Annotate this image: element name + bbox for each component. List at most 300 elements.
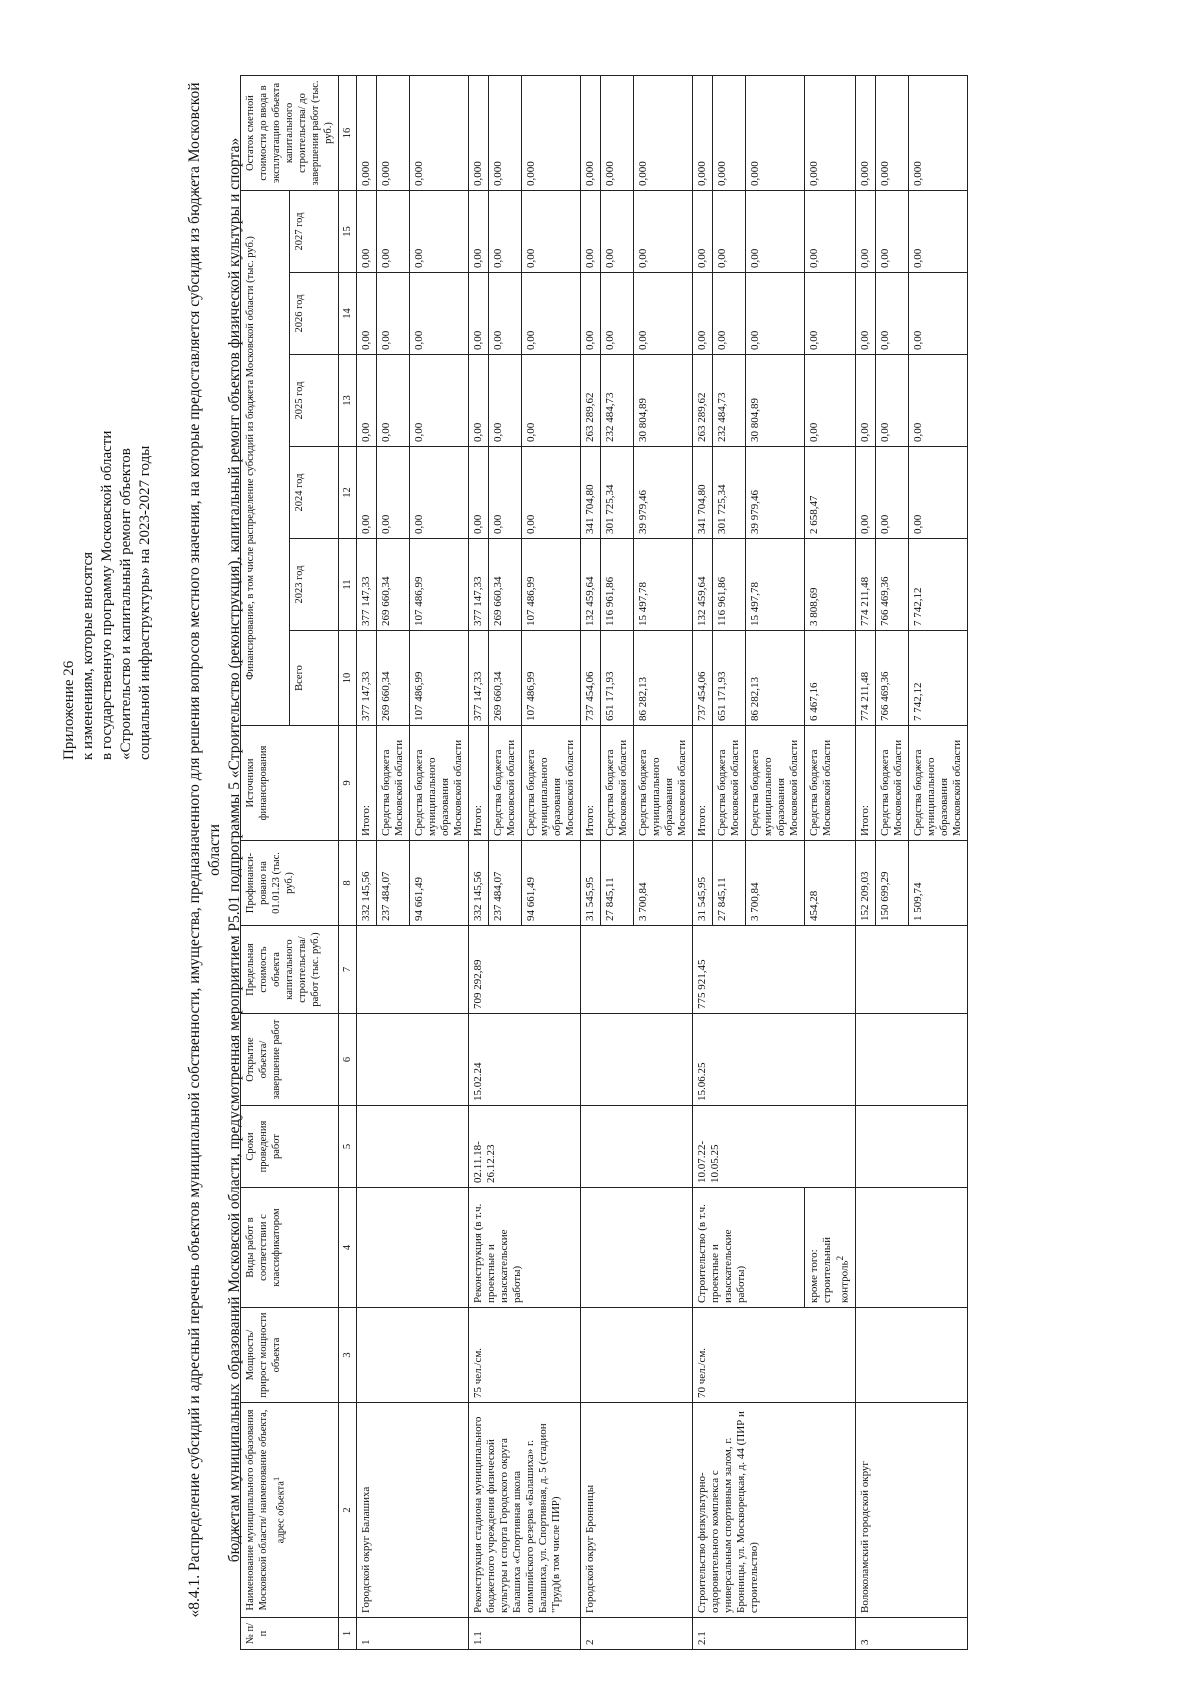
cell-work-type	[693, 1188, 805, 1308]
cell-2025-text: 0,00	[380, 422, 392, 442]
cell-2027	[875, 190, 908, 272]
cell-source-text: Средства бюджета муниципального образования Московской области	[749, 739, 800, 836]
cell-2027	[410, 190, 469, 272]
cell-2024	[489, 447, 522, 539]
cell-2024-text: 0,00	[492, 514, 504, 534]
cell-2026-text: 0,00	[525, 330, 537, 350]
header-name	[241, 1403, 339, 1618]
cell-opening	[693, 1014, 856, 1106]
cell-2026	[522, 273, 581, 355]
cell-total-text: 774 211,48	[858, 671, 871, 721]
cell-capacity-text: 70 чел./см.	[696, 1347, 708, 1398]
cell-2023-text: 766 469,36	[878, 576, 891, 626]
cell-total-text: 377 147,33	[360, 671, 372, 721]
cell-total	[805, 631, 856, 726]
cell-2026	[410, 273, 469, 355]
cell-source-text: Средства бюджета муниципального образования Московской области	[525, 739, 576, 836]
cell-2024	[746, 447, 805, 539]
header-2024: 2024 год	[290, 447, 339, 539]
cell-remainder-text: 0,000	[584, 161, 596, 186]
cell-period	[581, 1106, 693, 1188]
cell-num-text: 2	[584, 1639, 596, 1645]
cell-num	[357, 1618, 469, 1650]
cell-2025	[908, 355, 967, 447]
cell-2023	[357, 539, 377, 631]
header-num: № п/п	[241, 1618, 339, 1650]
cell-period-text: 10.07.22-10.05.25	[696, 1140, 721, 1183]
cell-2024	[469, 447, 489, 539]
cell-2027	[522, 190, 581, 272]
cell-2024-text: 0,00	[413, 514, 425, 534]
cell-2025-text: 30 804,89	[749, 398, 761, 442]
cell-2023	[377, 539, 410, 631]
cell-total-text: 269 660,34	[380, 671, 392, 721]
column-index: 13	[339, 355, 357, 447]
cell-2023	[746, 539, 805, 631]
cell-2024-text: 39 979,46	[749, 490, 761, 534]
cell-2023-text: 774 211,48	[858, 576, 871, 626]
column-index: 1	[339, 1618, 357, 1650]
cell-2024	[805, 447, 856, 539]
cell-2026-text: 0,00	[808, 330, 820, 350]
cell-2026-text: 0,00	[696, 330, 708, 350]
cell-name-text: Городской округ Бронницы	[584, 1484, 596, 1613]
cell-prefinanced-text: 152 209,03	[858, 871, 871, 921]
header-opening: Открытие объекта/ завершение работ	[241, 1014, 339, 1106]
cell-source-text: Средства бюджета муниципального образования Московской области	[911, 739, 963, 836]
cell-work-type-text: Строительство (в т.ч. проектные и изыскательские работы)	[696, 1204, 747, 1303]
cell-2025	[855, 355, 875, 447]
cell-2026-text: 0,00	[472, 330, 484, 350]
cell-2025	[693, 355, 713, 447]
cell-2027	[601, 190, 634, 272]
cell-2025	[489, 355, 522, 447]
cell-name	[581, 1403, 693, 1618]
cell-2024-text: 39 979,46	[637, 490, 649, 534]
cell-prefinanced	[805, 841, 856, 926]
cell-prefinanced	[489, 841, 522, 926]
cell-remainder-text: 0,000	[911, 161, 924, 186]
cell-2023-text: 116 961,86	[716, 576, 728, 626]
header-2027: 2027 год	[290, 190, 339, 272]
cell-opening	[581, 1014, 693, 1106]
cell-total-text: 7 742,12	[911, 682, 924, 721]
cell-2023-text: 269 660,34	[492, 576, 504, 626]
cell-name-text: Волоколамский городской округ	[858, 1461, 871, 1613]
cell-2027-text: 0,00	[472, 248, 484, 268]
header-work-type: Виды работ в соответствии с классификатором	[241, 1188, 339, 1308]
cell-total	[693, 631, 713, 726]
header-2023: 2023 год	[290, 539, 339, 631]
table-body	[357, 75, 968, 1649]
cell-source	[489, 726, 522, 841]
cell-total	[581, 631, 601, 726]
cell-prefinanced	[855, 841, 875, 926]
cell-total-text: 377 147,33	[472, 671, 484, 721]
cell-source	[746, 726, 805, 841]
cell-2024-text: 341 704,80	[696, 484, 708, 534]
cell-source	[855, 726, 875, 841]
cell-prefinanced-text: 27 845,11	[604, 877, 616, 921]
cell-cost	[469, 926, 581, 1014]
cell-remainder	[634, 75, 693, 190]
cell-source-text: Итого:	[584, 805, 596, 836]
cell-total	[489, 631, 522, 726]
cell-name-text: Городской округ Балашиха	[360, 1486, 372, 1613]
cell-remainder-text: 0,000	[878, 161, 891, 186]
cell-2023	[410, 539, 469, 631]
cell-2025-text: 0,00	[911, 422, 924, 442]
cell-remainder-text: 0,000	[525, 161, 537, 186]
cell-opening	[357, 1014, 469, 1106]
cell-capacity-text: 75 чел./см.	[472, 1347, 484, 1398]
cell-period	[469, 1106, 581, 1188]
cell-num	[855, 1618, 967, 1650]
cell-prefinanced-text: 94 661,49	[525, 877, 537, 921]
cell-cost-text: 775 921,45	[696, 959, 708, 1009]
cell-2025-text: 0,00	[878, 422, 891, 442]
cell-2025	[746, 355, 805, 447]
cell-prefinanced	[469, 841, 489, 926]
cell-2023	[805, 539, 856, 631]
cell-source	[634, 726, 693, 841]
cell-source	[693, 726, 713, 841]
cell-2025-text: 0,00	[858, 422, 871, 442]
cell-2024	[377, 447, 410, 539]
cell-2026	[746, 273, 805, 355]
cell-2023	[601, 539, 634, 631]
cell-period	[693, 1106, 856, 1188]
cell-prefinanced	[693, 841, 713, 926]
cell-prefinanced	[601, 841, 634, 926]
cell-remainder-text: 0,000	[472, 161, 484, 186]
cell-2023-text: 132 459,64	[584, 576, 596, 626]
appendix-line: к изменениям, которые вносятся	[80, 551, 96, 760]
cell-source	[377, 726, 410, 841]
footnote-mark: 2	[835, 1255, 845, 1261]
cell-2026	[908, 273, 967, 355]
cell-2027	[713, 190, 746, 272]
cell-total-text: 269 660,34	[492, 671, 504, 721]
cell-2027-text: 0,00	[749, 248, 761, 268]
cell-2024-text: 0,00	[380, 514, 392, 534]
column-index: 6	[339, 1014, 357, 1106]
appendix-line: «Строительство и капитальный ремонт объектов	[118, 448, 134, 760]
cell-remainder-text: 0,000	[696, 161, 708, 186]
cell-2026	[713, 273, 746, 355]
cell-remainder-text: 0,000	[360, 161, 372, 186]
rotated-document-page	[50, 60, 1170, 1660]
cell-cost	[581, 926, 693, 1014]
cell-work-type	[581, 1188, 693, 1308]
cell-2027-text: 0,00	[808, 248, 820, 268]
cell-remainder	[377, 75, 410, 190]
cell-total	[377, 631, 410, 726]
cell-2024-text: 301 725,34	[716, 484, 728, 534]
cell-2026	[377, 273, 410, 355]
title-line-2: бюджетам муниципальных образований Московской области, предусмотренная мероприятием Р5.01 подпрограммы 5 «Строительство (реконструкция), капитальный ремонт объектов физической культуры и спорта»	[226, 137, 243, 1563]
cell-period	[357, 1106, 469, 1188]
cell-capacity	[469, 1308, 581, 1403]
cell-remainder	[357, 75, 377, 190]
cell-2023	[469, 539, 489, 631]
cell-2027	[693, 190, 713, 272]
cell-capacity	[855, 1308, 967, 1403]
header-financing: Финансирование, в том числе распределение субсидий из бюджета Московской области (тыс. руб.)	[241, 190, 290, 725]
cell-name	[469, 1403, 581, 1618]
footnote-mark: 1	[271, 1476, 281, 1482]
cell-2027	[357, 190, 377, 272]
cell-source	[469, 726, 489, 841]
header-source: Источники финансирования	[241, 726, 339, 841]
cell-work-type	[469, 1188, 581, 1308]
header-cost: Предельная стоимость объекта капитального строительства/ работ (тыс. руб.)	[241, 926, 339, 1014]
cell-name-text: Строительство физкультурно-оздоровительного комплекса с универсальным спортивным залом, г. Бронницы, ул. Москворецкая, д. 44 (ПИР и строительство)	[696, 1411, 760, 1613]
cell-num-text: 1	[360, 1639, 372, 1645]
cell-2024-text: 2 658,47	[808, 495, 820, 534]
cell-total-text: 737 454,06	[696, 671, 708, 721]
cell-2026-text: 0,00	[858, 330, 871, 350]
cell-num	[693, 1618, 856, 1650]
cell-remainder	[713, 75, 746, 190]
cell-2025	[805, 355, 856, 447]
cell-total-text: 737 454,06	[584, 671, 596, 721]
cell-2025	[469, 355, 489, 447]
cell-work-type	[855, 1188, 967, 1308]
cell-2025-text: 0,00	[808, 422, 820, 442]
cell-prefinanced	[713, 841, 746, 926]
cell-prefinanced	[634, 841, 693, 926]
cell-capacity	[581, 1308, 693, 1403]
cell-2023-text: 132 459,64	[696, 576, 708, 626]
cell-remainder	[875, 75, 908, 190]
cell-2024-text: 0,00	[472, 514, 484, 534]
cell-2025-text: 0,00	[413, 422, 425, 442]
cell-source-text: Итого:	[696, 805, 708, 836]
column-index: 14	[339, 273, 357, 355]
cell-2023-text: 3 808,69	[808, 587, 820, 626]
cell-2023-text: 116 961,86	[604, 576, 616, 626]
cell-2027-text: 0,00	[637, 248, 649, 268]
cell-prefinanced-text: 237 484,07	[492, 871, 504, 921]
cell-2026-text: 0,00	[584, 330, 596, 350]
cell-remainder	[746, 75, 805, 190]
cell-total	[634, 631, 693, 726]
cell-opening-text: 15.06.25	[696, 1062, 708, 1101]
cell-2024-text: 0,00	[360, 514, 372, 534]
cell-remainder	[522, 75, 581, 190]
cell-2027-text: 0,00	[878, 248, 891, 268]
column-index: 2	[339, 1403, 357, 1618]
cell-cost	[855, 926, 967, 1014]
cell-total-text: 86 282,13	[749, 677, 761, 721]
cell-cost	[357, 926, 469, 1014]
cell-prefinanced	[581, 841, 601, 926]
cell-2026-text: 0,00	[360, 330, 372, 350]
cell-source	[713, 726, 746, 841]
cell-prefinanced-text: 31 545,95	[696, 877, 708, 921]
cell-2023-text: 107 486,99	[413, 576, 425, 626]
cell-2025	[713, 355, 746, 447]
cell-source	[410, 726, 469, 841]
cell-2025	[357, 355, 377, 447]
cell-source	[601, 726, 634, 841]
cell-source-text: Итого:	[472, 805, 484, 836]
subsidy-table	[240, 75, 968, 1650]
cell-remainder	[410, 75, 469, 190]
cell-2024	[693, 447, 713, 539]
cell-2026	[875, 273, 908, 355]
cell-prefinanced-text: 1 509,74	[911, 882, 924, 921]
cell-2026	[357, 273, 377, 355]
cell-2027	[469, 190, 489, 272]
cell-2024	[908, 447, 967, 539]
cell-prefinanced-text: 237 484,07	[380, 871, 392, 921]
cell-remainder	[469, 75, 489, 190]
cell-source-text: Итого:	[858, 805, 871, 836]
header-2026: 2026 год	[290, 273, 339, 355]
cell-2027	[746, 190, 805, 272]
cell-prefinanced-text: 454,28	[808, 890, 820, 921]
column-index: 10	[339, 631, 357, 726]
cell-2025	[875, 355, 908, 447]
cell-prefinanced-text: 332 145,56	[360, 871, 372, 921]
cell-2023	[634, 539, 693, 631]
cell-2026	[634, 273, 693, 355]
appendix-line: Приложение 26	[61, 660, 77, 760]
cell-2024-text: 0,00	[878, 514, 891, 534]
cell-2026	[693, 273, 713, 355]
cell-2026	[581, 273, 601, 355]
cell-remainder-text: 0,000	[808, 161, 820, 186]
cell-2027	[581, 190, 601, 272]
cell-num	[581, 1618, 693, 1650]
cell-source-text: Средства бюджета муниципального образования Московской области	[637, 739, 688, 836]
cell-total	[713, 631, 746, 726]
header-period: Сроки проведения работ	[241, 1106, 339, 1188]
cell-2025-text: 232 484,73	[604, 392, 616, 442]
cell-source-text: Средства бюджета Московской области	[716, 739, 741, 836]
cell-2023	[489, 539, 522, 631]
column-index: 12	[339, 447, 357, 539]
cell-source	[581, 726, 601, 841]
cell-cost	[693, 926, 856, 1014]
cell-2027-text: 0,00	[604, 248, 616, 268]
cell-2024	[410, 447, 469, 539]
column-index: 11	[339, 539, 357, 631]
cell-remainder	[693, 75, 713, 190]
cell-2027-text: 0,00	[525, 248, 537, 268]
column-index: 7	[339, 926, 357, 1014]
cell-2025	[601, 355, 634, 447]
cell-remainder-text: 0,000	[492, 161, 504, 186]
cell-2027-text: 0,00	[911, 248, 924, 268]
cell-remainder-text: 0,000	[637, 161, 649, 186]
cell-remainder-text: 0,000	[716, 161, 728, 186]
column-index: 5	[339, 1106, 357, 1188]
cell-2024-text: 0,00	[858, 514, 871, 534]
cell-2023	[855, 539, 875, 631]
cell-2024-text: 0,00	[525, 514, 537, 534]
cell-2023-text: 15 497,78	[749, 582, 761, 626]
cell-2027-text: 0,00	[413, 248, 425, 268]
cell-2026	[805, 273, 856, 355]
cell-2023	[581, 539, 601, 631]
cell-prefinanced-text: 31 545,95	[584, 877, 596, 921]
cell-2027	[377, 190, 410, 272]
cell-source-text: Средства бюджета Московской области	[878, 739, 904, 836]
cell-2027	[805, 190, 856, 272]
cell-2023-text: 269 660,34	[380, 576, 392, 626]
cell-2025	[581, 355, 601, 447]
cell-2025	[410, 355, 469, 447]
cell-total	[357, 631, 377, 726]
cell-total	[601, 631, 634, 726]
cell-2023	[713, 539, 746, 631]
cell-2027	[908, 190, 967, 272]
cell-total-text: 651 171,93	[604, 671, 616, 721]
cell-2027-text: 0,00	[584, 248, 596, 268]
cell-2025-text: 30 804,89	[637, 398, 649, 442]
cell-prefinanced	[875, 841, 908, 926]
cell-source	[908, 726, 967, 841]
cell-prefinanced	[522, 841, 581, 926]
cell-2023-text: 15 497,78	[637, 582, 649, 626]
cell-total-text: 107 486,99	[525, 671, 537, 721]
cell-2026-text: 0,00	[380, 330, 392, 350]
header-capacity: Мощность/ прирост мощности объекта	[241, 1308, 339, 1403]
cell-2023	[875, 539, 908, 631]
cell-opening	[855, 1014, 967, 1106]
cell-2026-text: 0,00	[637, 330, 649, 350]
cell-2024	[875, 447, 908, 539]
cell-2026	[489, 273, 522, 355]
cell-name	[855, 1403, 967, 1618]
cell-2027-text: 0,00	[696, 248, 708, 268]
cell-remainder	[489, 75, 522, 190]
appendix-line: социальной инфраструктуры» на 2023-2027 годы	[137, 445, 153, 760]
cell-num-text: 2.1	[696, 1631, 708, 1645]
cell-work-type	[805, 1188, 856, 1308]
cell-2024	[634, 447, 693, 539]
cell-2023	[693, 539, 713, 631]
cell-2027-text: 0,00	[716, 248, 728, 268]
cell-work-type-text: Реконструкция (в т.ч. проектные и изыскательские работы)	[472, 1203, 523, 1303]
cell-2023-text: 7 742,12	[911, 587, 924, 626]
cell-remainder-text: 0,000	[380, 161, 392, 186]
cell-2027	[855, 190, 875, 272]
cell-2027-text: 0,00	[858, 248, 871, 268]
cell-source-text: Средства бюджета Московской области	[492, 739, 517, 836]
cell-2024	[713, 447, 746, 539]
cell-prefinanced-text: 332 145,56	[472, 871, 484, 921]
cell-2025	[377, 355, 410, 447]
cell-prefinanced	[410, 841, 469, 926]
cell-2024	[855, 447, 875, 539]
header-name-text: Наименование муниципального образования Московской области/ наименование объекта, адрес объекта	[245, 1409, 287, 1611]
cell-work-type	[357, 1188, 469, 1308]
cell-opening	[469, 1014, 581, 1106]
cell-name	[357, 1403, 469, 1618]
cell-2026-text: 0,00	[604, 330, 616, 350]
cell-2026-text: 0,00	[716, 330, 728, 350]
cell-2027-text: 0,00	[492, 248, 504, 268]
column-index: 4	[339, 1188, 357, 1308]
cell-source	[357, 726, 377, 841]
table-row	[469, 75, 489, 1649]
document-title	[185, 70, 245, 1630]
cell-2025-text: 0,00	[492, 422, 504, 442]
